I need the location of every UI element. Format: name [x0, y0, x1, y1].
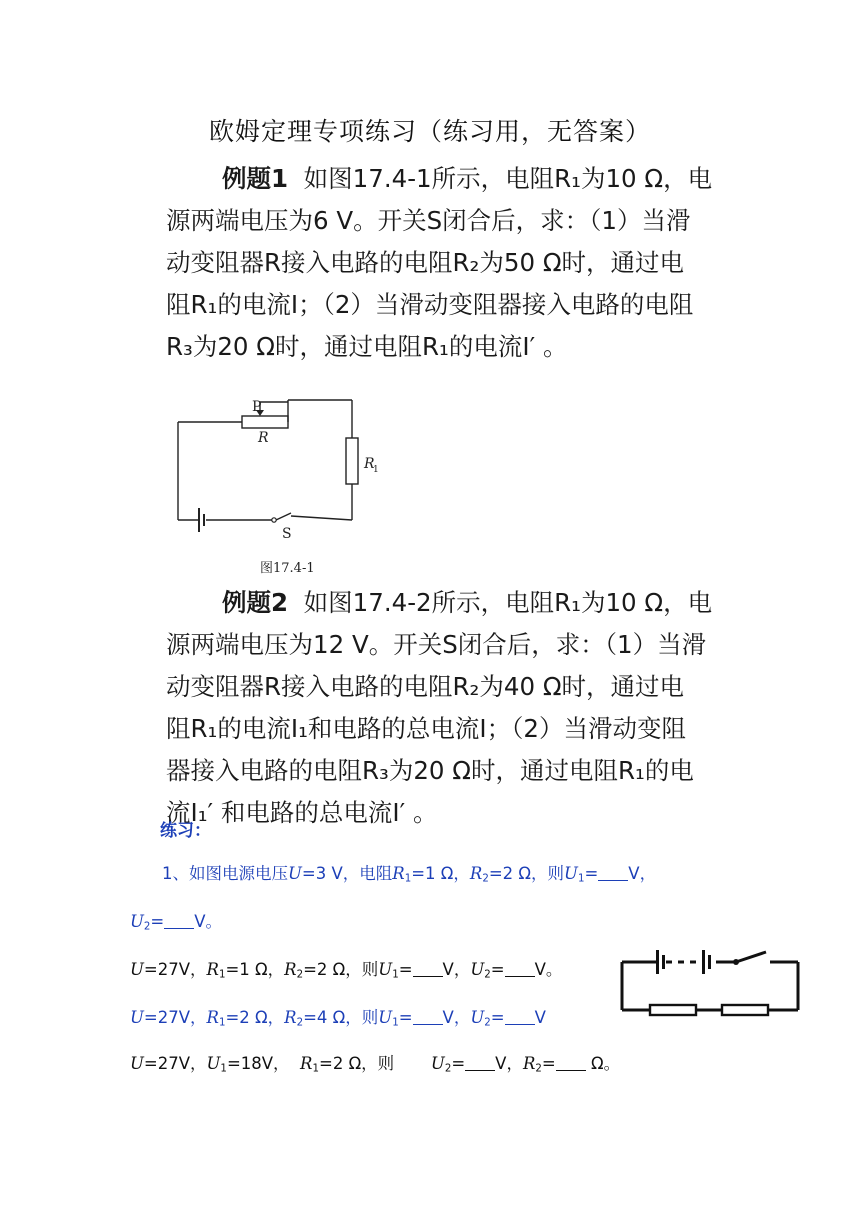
sub: 1: [312, 1063, 319, 1075]
sub: 1: [392, 1017, 399, 1029]
var-u2: U: [430, 1054, 445, 1073]
example-2-head: 例题2: [222, 588, 289, 617]
blank-u2[interactable]: [505, 962, 535, 977]
example-1-line-2: 源两端电压为6 V。开关S闭合后，求：（1）当滑: [166, 206, 691, 235]
unit: V。: [534, 960, 563, 979]
blank-u1[interactable]: [598, 866, 628, 881]
sub: 1: [404, 873, 412, 885]
example-1-line-4: 阻R₁的电流I；（2）当滑动变阻器接入电路的电阻: [166, 290, 694, 319]
var-u: U: [130, 1008, 144, 1027]
unit: Ω。: [590, 1054, 621, 1073]
slider-label-p: P: [252, 399, 262, 415]
blank-r2[interactable]: [556, 1056, 586, 1071]
example-1-line-5: R₃为20 Ω时，通过电阻R₁的电流I′ 。: [166, 332, 568, 361]
sub: 2: [143, 921, 151, 933]
var-u: U: [130, 960, 144, 979]
example-2: [166, 582, 806, 834]
example-2-line-4: 阻R₁的电流I₁和电路的总电流I；（2）当滑动变阻: [166, 714, 686, 743]
var-u2: U: [470, 960, 485, 979]
var-r2: R: [284, 1008, 297, 1027]
practice-line-4: U=27V，$U_1=18V$， $R_1=2$ Ω，则 $U_2= V$，$R_2= \Omega$。: [130, 1054, 621, 1075]
blank-u2[interactable]: [505, 1010, 535, 1025]
var-u1: U: [378, 1008, 393, 1027]
sub: 2: [482, 873, 489, 885]
blank-u1[interactable]: [413, 1010, 443, 1025]
r2-value: =4 Ω，则: [303, 1008, 379, 1027]
example-2-line-1: [166, 582, 806, 624]
r1-value: =1 Ω，: [225, 960, 285, 979]
r1-value: =2 Ω，则: [319, 1054, 395, 1073]
sub: 1: [220, 1063, 227, 1075]
practice-line-3: U=27V，$R_1=2$ Ω，$R_2=4$ Ω，则$U_1= V$，$U_2= V$: [130, 1008, 546, 1029]
sub: 1: [218, 1017, 226, 1029]
u-value: =27V，: [143, 960, 207, 979]
u1-value: =18V，: [226, 1054, 290, 1073]
sub: 2: [535, 1063, 542, 1075]
blank-u1[interactable]: [413, 962, 443, 977]
sub: 1: [218, 969, 226, 981]
example-1-line-3: 动变阻器R接入电路的电阻R₂为50 Ω时，通过电: [166, 248, 685, 277]
unit: V，: [442, 960, 471, 979]
figure-1-caption: 图17.4-1: [260, 561, 315, 576]
var-u2: U: [130, 912, 144, 931]
q1-voltage: =3 V，电阻: [301, 864, 393, 883]
var-u2: U: [470, 1008, 485, 1027]
example-2-line-3: 动变阻器R接入电路的电阻R₂为40 Ω时，通过电: [166, 672, 685, 701]
practice-line-2: U=27V，$R_1=1$ Ω，$R_2=2$ Ω，则$U_1= V$，$U_2= V$。: [130, 960, 563, 981]
sub: 2: [484, 1017, 491, 1029]
example-1-line-1: [166, 158, 806, 200]
example-2-text-1: 如图17.4-2所示，电阻R₁为10 Ω，电: [303, 588, 713, 617]
u-value: =27V，: [143, 1008, 207, 1027]
var-r1: R: [206, 1008, 219, 1027]
var-r2: R: [522, 1054, 536, 1073]
var-u1: U: [378, 960, 393, 979]
sub: 1: [392, 969, 399, 981]
example-1: [166, 158, 806, 368]
unit: V。: [194, 912, 223, 931]
page-title: 欧姆定理专项练习（练习用，无答案）: [208, 117, 651, 146]
rheostat-label-r: R: [258, 430, 269, 446]
example-2-line-6: 流I₁′ 和电路的总电流I′ 。: [166, 798, 438, 827]
example-2-line-5: 器接入电路的电阻R₃为20 Ω时，通过电阻R₁的电: [166, 756, 694, 785]
u-value: =27V，: [143, 1054, 207, 1073]
q1-text: 1、如图电源电压: [162, 864, 288, 883]
practice-heading: 练习：: [160, 821, 211, 841]
var-u1: U: [206, 1054, 221, 1073]
blank-u2[interactable]: [164, 914, 194, 929]
example-1-text-1: 如图17.4-1所示，电阻R₁为10 Ω，电: [303, 164, 713, 193]
sub: 2: [444, 1063, 452, 1075]
resistor-label-r1: R: [364, 456, 375, 472]
r1-value: =2 Ω，: [225, 1008, 285, 1027]
r2-value: =2 Ω，则: [303, 960, 379, 979]
unit: V，: [495, 1054, 523, 1073]
unit: V，: [628, 864, 657, 883]
unit: V，: [442, 1008, 471, 1027]
sub: 2: [296, 969, 304, 981]
sub: 1: [577, 873, 585, 885]
r2-value: =2 Ω，则: [488, 864, 565, 883]
circuit-figure-1: [170, 390, 390, 580]
circuit-figure-2: [616, 938, 806, 1020]
unit: V: [534, 1008, 546, 1027]
var-u1: U: [564, 864, 578, 883]
var-r1: R: [300, 1054, 313, 1073]
blank-u2[interactable]: [465, 1056, 495, 1071]
resistor-label-r1-sub: 1: [373, 465, 379, 475]
r1-value: =1 Ω，: [411, 864, 470, 883]
var-r2: R: [284, 960, 297, 979]
var-u: U: [288, 864, 302, 883]
example-2-line-2: 源两端电压为12 V。开关S闭合后，求：（1）当滑: [166, 630, 707, 659]
var-r1: R: [392, 864, 405, 883]
sub: 2: [296, 1017, 304, 1029]
example-1-head: 例题1: [222, 164, 289, 193]
var-r1: R: [206, 960, 219, 979]
sub: 2: [484, 969, 491, 981]
var-u: U: [130, 1054, 144, 1073]
var-r2: R: [469, 864, 483, 883]
switch-label-s: S: [282, 526, 292, 542]
practice-q1-line-1: 1、如图电源电压U=3 V，电阻$R_1=1$ Ω，$R_2=2$ Ω，则$U_1= V$，: [162, 864, 657, 885]
practice-q1-line-2: $U_2= V$。: [130, 912, 223, 933]
